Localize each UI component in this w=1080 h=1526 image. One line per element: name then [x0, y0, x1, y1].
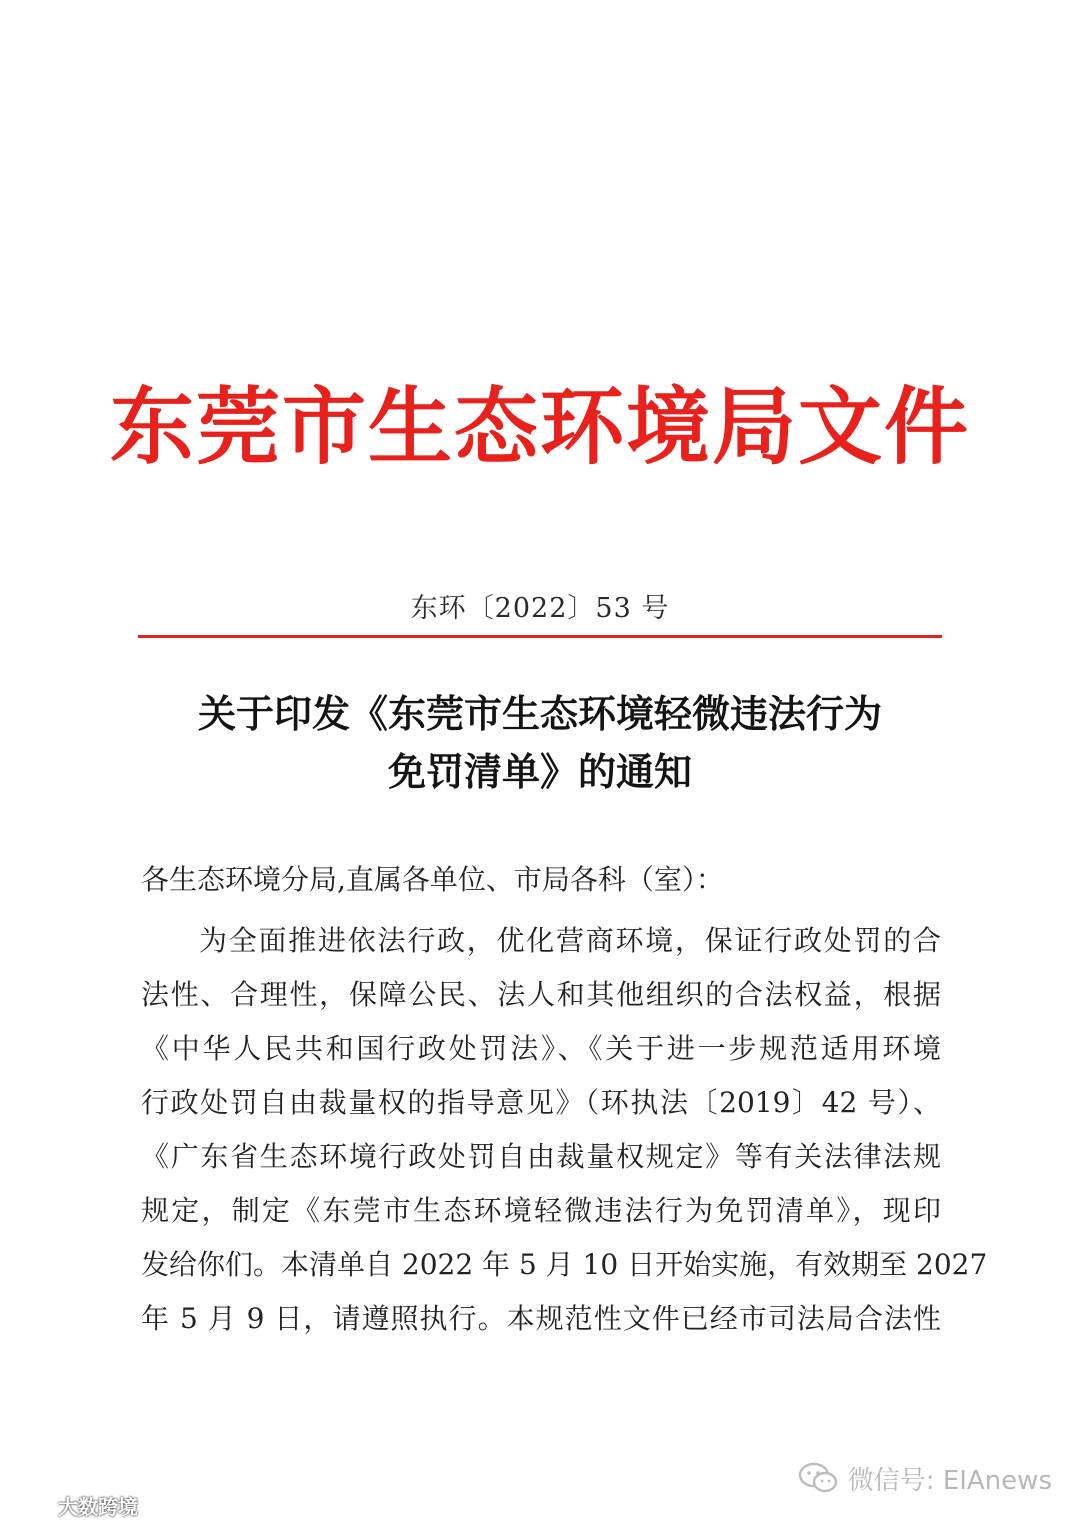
brand-logo-icon	[8, 1493, 52, 1517]
body-line: 为全面推进依法行政，优化营商环境，保证行政处罚的合	[199, 924, 941, 957]
recipients-line: 各生态环境分局,直属各单位、市局各科（室）：	[141, 863, 724, 896]
red-divider-line	[138, 635, 942, 638]
body-line: 《中华人民共和国行政处罚法》、《关于进一步规范适用环境	[141, 1032, 941, 1065]
body-line: 规定，制定《东莞市生态环境轻微违法行为免罚清单》，现印	[141, 1194, 941, 1227]
body-line: 年 5 月 9 日，请遵照执行。本规范性文件已经市司法局合法性	[141, 1302, 941, 1335]
notice-title-line-1: 关于印发《东莞市生态环境轻微违法行为	[197, 691, 882, 736]
notice-title-line-2: 免罚清单》的通知	[387, 749, 692, 794]
body-line: 发给你们。本清单自 2022 年 5 月 10 日开始实施，有效期至 2027	[141, 1248, 988, 1281]
body-line: 《广东省生态环境行政处罚自由裁量权规定》等有关法律法规	[141, 1140, 941, 1173]
document-number: 东环〔2022〕53 号	[410, 593, 670, 624]
wechat-icon	[798, 1461, 840, 1495]
brand-watermark-text: 大数跨境	[58, 1494, 138, 1519]
org-header-title: 东莞市生态环境局文件	[109, 377, 970, 476]
body-line: 法性、合理性，保障公民、法人和其他组织的合法权益，根据	[141, 978, 941, 1011]
notice-title	[130, 685, 950, 801]
brand-watermark	[8, 1490, 138, 1520]
wechat-watermark-text: 微信号: EIAnews	[847, 1465, 1052, 1496]
wechat-watermark	[798, 1458, 1052, 1498]
body-line: 行政处罚自由裁量权的指导意见》（环执法〔2019〕42 号）、	[141, 1086, 941, 1119]
body-paragraph	[141, 914, 988, 1346]
